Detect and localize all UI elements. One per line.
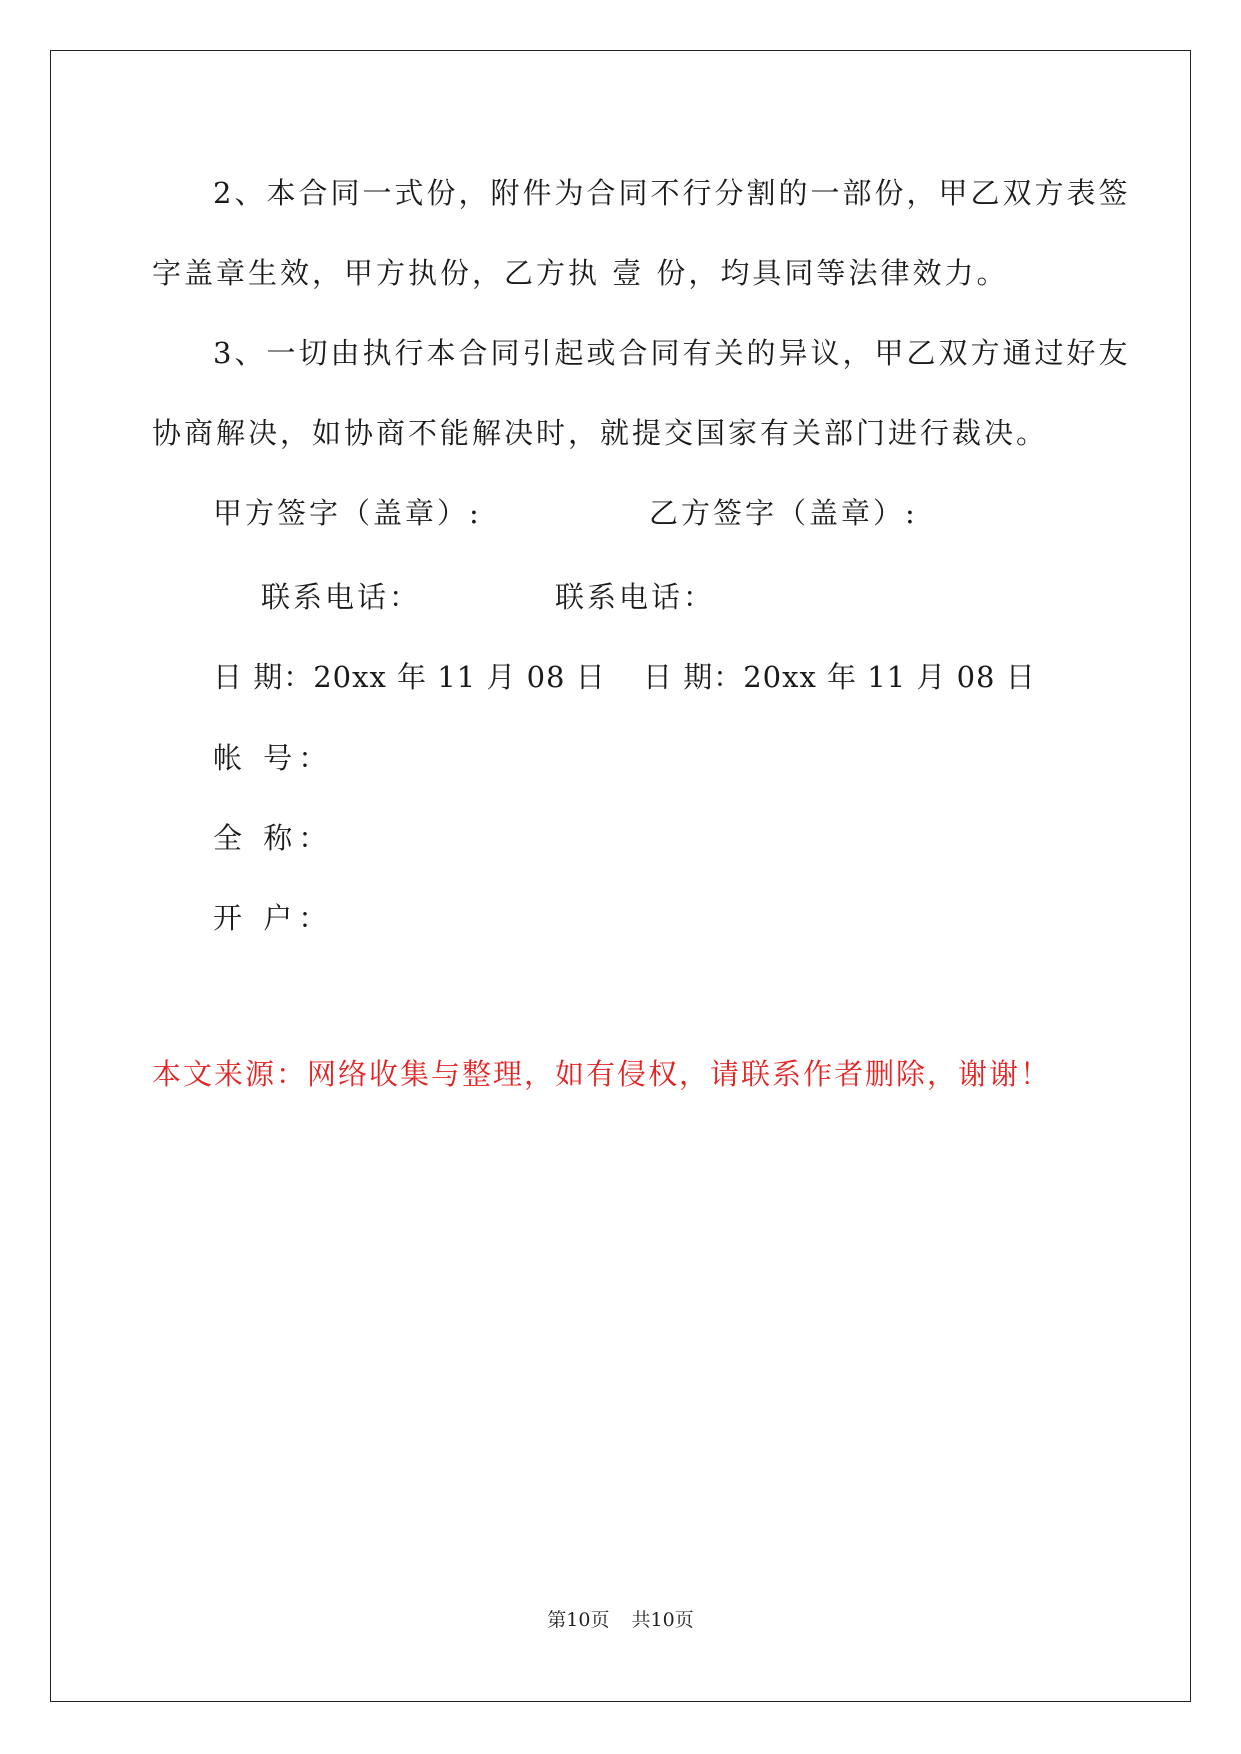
page-frame xyxy=(50,50,1191,1702)
clause-2-line-2: 字盖章生效，甲方执份，乙方执 壹 份，均具同等法律效力。 xyxy=(152,256,1009,290)
bank-opening-label: 开 户： xyxy=(213,901,334,935)
party-b-phone-label: 联系电话： xyxy=(555,580,716,614)
account-number-label: 帐 号： xyxy=(213,741,334,775)
party-a-phone-label: 联系电话： xyxy=(261,580,422,614)
clause-3-line-2: 协商解决，如协商不能解决时，就提交国家有关部门进行裁决。 xyxy=(152,416,1049,450)
clause-3-line-1: 3、一切由执行本合同引起或合同有关的异议，甲乙双方通过好友 xyxy=(213,336,1131,370)
account-full-name-label: 全 称： xyxy=(213,821,334,855)
party-a-signature-label: 甲方签字（盖章）: xyxy=(213,496,482,530)
party-b-date: 日 期：20xx 年 11 月 08 日 xyxy=(643,660,1036,694)
page-number-current: 第10页 xyxy=(547,1609,610,1631)
page-number-total: 共10页 xyxy=(631,1609,694,1631)
party-a-date: 日 期：20xx 年 11 月 08 日 xyxy=(213,660,606,694)
party-b-signature-label: 乙方签字（盖章）: xyxy=(649,496,918,530)
source-note: 本文来源：网络收集与整理，如有侵权，请联系作者删除，谢谢！ xyxy=(152,1057,1052,1091)
page-footer xyxy=(0,1608,1241,1632)
clause-2-line-1: 2、本合同一式份，附件为合同不行分割的一部份，甲乙双方表签 xyxy=(213,176,1131,210)
